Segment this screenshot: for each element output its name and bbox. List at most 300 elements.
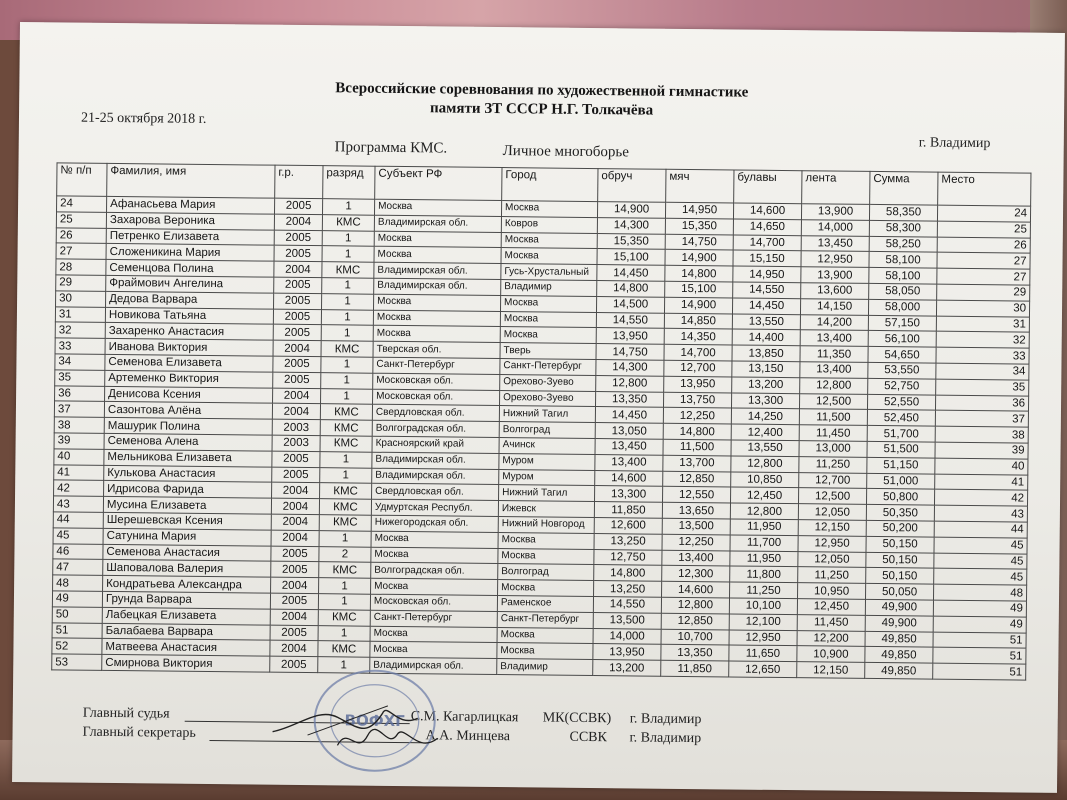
cell-region: Москва xyxy=(374,199,501,216)
cell-sum: 52,750 xyxy=(868,378,936,395)
cell-num: 38 xyxy=(54,417,104,433)
column-header-num: № п/п xyxy=(57,163,107,197)
cell-rank: 1 xyxy=(323,199,375,215)
cell-clubs: 10,850 xyxy=(731,472,799,489)
cell-clubs: 12,800 xyxy=(730,503,798,520)
chief-secretary-category: ССВК xyxy=(569,729,607,746)
cell-town: Москва xyxy=(500,311,596,328)
cell-hoop: 14,450 xyxy=(595,407,663,424)
cell-sum: 56,100 xyxy=(868,331,936,348)
cell-name: Лабецкая Елизавета xyxy=(102,607,270,625)
cell-clubs: 14,650 xyxy=(733,219,801,236)
competition-date: 21-25 октября 2018 г. xyxy=(80,110,207,127)
cell-ball: 12,550 xyxy=(663,487,731,504)
cell-ribbon: 13,900 xyxy=(801,204,869,221)
cell-num: 44 xyxy=(53,512,103,528)
cell-clubs: 13,200 xyxy=(732,377,800,394)
cell-ribbon: 11,350 xyxy=(800,346,868,363)
cell-ball: 14,800 xyxy=(663,423,731,440)
cell-name: Петренко Елизавета xyxy=(106,228,274,246)
cell-ribbon: 11,450 xyxy=(797,614,865,631)
cell-ball: 14,600 xyxy=(662,581,730,598)
cell-ribbon: 14,150 xyxy=(800,298,868,315)
cell-town: Ачинск xyxy=(499,437,595,454)
cell-num: 42 xyxy=(54,480,104,496)
cell-rank: 1 xyxy=(320,451,372,467)
cell-num: 34 xyxy=(55,354,105,370)
cell-clubs: 14,250 xyxy=(731,408,799,425)
cell-ball: 14,900 xyxy=(664,297,732,314)
cell-hoop: 13,950 xyxy=(593,644,661,661)
cell-clubs: 11,950 xyxy=(730,550,798,567)
cell-region: Санкт-Петербург xyxy=(373,357,500,374)
cell-ball: 14,800 xyxy=(665,265,733,282)
cell-town: Москва xyxy=(501,248,597,265)
chief-secretary-name: А.А. Минцева xyxy=(425,728,511,745)
cell-ball: 11,850 xyxy=(661,660,729,677)
cell-town: Орехово-Зуево xyxy=(500,374,596,391)
cell-town: Москва xyxy=(497,627,593,644)
cell-town: Санкт-Петербург xyxy=(497,611,593,628)
results-table xyxy=(51,162,1031,680)
cell-num: 45 xyxy=(53,528,103,544)
cell-ball: 12,250 xyxy=(663,408,731,425)
cell-ribbon: 11,500 xyxy=(799,409,867,426)
cell-region: Владимирская обл. xyxy=(374,215,501,232)
cell-town: Муром xyxy=(499,469,595,486)
cell-place: 42 xyxy=(934,489,1027,506)
cell-num: 43 xyxy=(53,496,103,512)
cell-name: Мельникова Елизавета xyxy=(104,449,272,467)
cell-sum: 58,000 xyxy=(868,299,936,316)
results-sheet xyxy=(12,22,1065,793)
cell-town: Нижний Новгород xyxy=(498,516,594,533)
cell-sum: 50,050 xyxy=(866,584,934,601)
cell-clubs: 12,800 xyxy=(731,456,799,473)
cell-sum: 58,050 xyxy=(869,283,937,300)
cell-place: 43 xyxy=(934,505,1027,522)
cell-place: 27 xyxy=(937,268,1030,285)
cell-ribbon: 12,150 xyxy=(797,662,865,679)
cell-hoop: 14,550 xyxy=(593,596,661,613)
cell-rank: 1 xyxy=(321,357,373,373)
cell-town: Ижевск xyxy=(498,501,594,518)
cell-hoop: 13,400 xyxy=(595,454,663,471)
cell-num: 48 xyxy=(53,575,103,591)
cell-place: 35 xyxy=(936,379,1029,396)
cell-sum: 58,250 xyxy=(869,236,937,253)
cell-hoop: 14,300 xyxy=(597,217,665,234)
cell-ribbon: 13,400 xyxy=(800,362,868,379)
cell-clubs: 12,100 xyxy=(729,614,797,631)
cell-num: 53 xyxy=(52,654,102,670)
cell-hoop: 14,000 xyxy=(593,628,661,645)
cell-hoop: 13,200 xyxy=(593,660,661,677)
cell-name: Фраймович Ангелина xyxy=(106,275,274,293)
cell-name: Кондратьева Александра xyxy=(103,576,271,594)
cell-ball: 13,950 xyxy=(664,376,732,393)
cell-rank: КМС xyxy=(322,262,374,278)
cell-hoop: 13,050 xyxy=(595,423,663,440)
cell-town: Москва xyxy=(501,201,597,218)
cell-ribbon: 12,150 xyxy=(798,520,866,537)
cell-sum: 49,850 xyxy=(865,662,933,679)
cell-region: Москва xyxy=(373,326,500,343)
cell-rank: КМС xyxy=(318,609,370,625)
cell-region: Московская обл. xyxy=(373,373,500,390)
cell-ball: 14,900 xyxy=(665,250,733,267)
cell-year: 2005 xyxy=(273,325,321,341)
cell-clubs: 11,250 xyxy=(730,582,798,599)
cell-year: 2005 xyxy=(270,625,318,641)
cell-ball: 14,350 xyxy=(664,329,732,346)
cell-name: Иванова Виктория xyxy=(105,339,273,357)
cell-place: 48 xyxy=(933,584,1026,601)
cell-region: Свердловская обл. xyxy=(372,405,499,422)
cell-ball: 15,100 xyxy=(665,281,733,298)
cell-region: Санкт-Петербург xyxy=(370,610,497,627)
cell-town: Нижний Тагил xyxy=(499,406,595,423)
cell-year: 2005 xyxy=(274,230,322,246)
column-header-year: г.р. xyxy=(275,165,323,199)
cell-clubs: 12,450 xyxy=(731,487,799,504)
cell-place: 49 xyxy=(933,600,1026,617)
cell-rank: КМС xyxy=(320,436,372,452)
cell-ball: 13,650 xyxy=(662,502,730,519)
cell-place: 39 xyxy=(935,442,1028,459)
cell-year: 2004 xyxy=(274,261,322,277)
cell-year: 2004 xyxy=(270,640,318,656)
cell-town: Ковров xyxy=(501,216,597,233)
cell-region: Москва xyxy=(374,231,501,248)
cell-rank: 1 xyxy=(321,388,373,404)
cell-ball: 12,850 xyxy=(663,471,731,488)
column-header-rank: разряд xyxy=(323,166,375,200)
event-label: Личное многоборье xyxy=(502,143,630,161)
cell-clubs: 13,150 xyxy=(732,361,800,378)
cell-num: 52 xyxy=(52,638,102,654)
column-header-ribbon: лента xyxy=(802,171,870,205)
cell-num: 25 xyxy=(56,212,106,228)
cell-num: 36 xyxy=(55,385,105,401)
cell-ball: 12,700 xyxy=(664,360,732,377)
cell-num: 51 xyxy=(52,622,102,638)
cell-name: Артеменко Виктория xyxy=(105,370,273,388)
cell-num: 31 xyxy=(55,306,105,322)
cell-place: 34 xyxy=(936,363,1029,380)
cell-sum: 49,850 xyxy=(865,631,933,648)
cell-name: Машурик Полина xyxy=(104,418,272,436)
cell-hoop: 14,300 xyxy=(596,360,664,377)
cell-ball: 12,800 xyxy=(661,597,729,614)
chief-judge-category: МК(ССВК) xyxy=(542,710,612,727)
cell-hoop: 15,350 xyxy=(597,233,665,250)
cell-town: Волгоград xyxy=(499,422,595,439)
cell-ribbon: 13,450 xyxy=(801,235,869,252)
cell-hoop: 13,250 xyxy=(594,581,662,598)
cell-rank: 1 xyxy=(321,372,373,388)
cell-num: 41 xyxy=(54,464,104,480)
cell-year: 2005 xyxy=(272,467,320,483)
cell-clubs: 14,450 xyxy=(732,298,800,315)
cell-sum: 50,200 xyxy=(866,520,934,537)
cell-clubs: 11,800 xyxy=(730,566,798,583)
cell-town: Орехово-Зуево xyxy=(500,390,596,407)
cell-rank: КМС xyxy=(319,515,371,531)
cell-region: Москва xyxy=(370,642,497,659)
cell-name: Идрисова Фарида xyxy=(104,481,272,499)
cell-ribbon: 11,450 xyxy=(799,425,867,442)
cell-name: Афанасьева Мария xyxy=(107,196,275,214)
cell-name: Матвеева Анастасия xyxy=(102,639,270,657)
cell-place: 41 xyxy=(935,474,1028,491)
cell-region: Москва xyxy=(371,547,498,564)
cell-town: Волгоград xyxy=(498,564,594,581)
cell-name: Семенова Алена xyxy=(104,433,272,451)
cell-clubs: 11,950 xyxy=(730,519,798,536)
cell-ribbon: 13,000 xyxy=(799,441,867,458)
cell-clubs: 11,700 xyxy=(730,535,798,552)
cell-hoop: 14,550 xyxy=(596,312,664,329)
cell-year: 2004 xyxy=(271,498,319,514)
cell-year: 2005 xyxy=(270,656,318,672)
cell-sum: 58,100 xyxy=(869,252,937,269)
cell-region: Волгоградская обл. xyxy=(371,563,498,580)
cell-ball: 13,500 xyxy=(662,518,730,535)
cell-year: 2004 xyxy=(273,340,321,356)
cell-rank: 1 xyxy=(322,230,374,246)
chief-secretary-signature xyxy=(332,715,442,761)
cell-hoop: 14,600 xyxy=(595,470,663,487)
cell-rank: КМС xyxy=(318,641,370,657)
chief-secretary-city: г. Владимир xyxy=(629,730,702,747)
cell-ribbon: 10,950 xyxy=(798,583,866,600)
cell-year: 2004 xyxy=(271,577,319,593)
cell-name: Сложеникина Мария xyxy=(106,244,274,262)
cell-year: 2004 xyxy=(274,214,322,230)
cell-place: 31 xyxy=(936,316,1029,333)
cell-ribbon: 12,950 xyxy=(801,251,869,268)
cell-region: Москва xyxy=(374,294,501,311)
cell-rank: КМС xyxy=(321,341,373,357)
cell-ball: 15,350 xyxy=(665,218,733,235)
cell-num: 49 xyxy=(52,591,102,607)
cell-ribbon: 13,600 xyxy=(801,283,869,300)
cell-name: Шерешевская Ксения xyxy=(103,512,271,530)
cell-year: 2004 xyxy=(271,530,319,546)
cell-year: 2005 xyxy=(271,546,319,562)
cell-sum: 51,000 xyxy=(867,473,935,490)
cell-rank: 1 xyxy=(319,530,371,546)
cell-num: 26 xyxy=(56,227,106,243)
cell-ribbon: 12,050 xyxy=(798,551,866,568)
cell-ball: 10,700 xyxy=(661,629,729,646)
cell-town: Москва xyxy=(500,327,596,344)
cell-ribbon: 12,800 xyxy=(800,377,868,394)
cell-year: 2004 xyxy=(270,609,318,625)
cell-num: 33 xyxy=(55,338,105,354)
cell-clubs: 15,150 xyxy=(733,250,801,267)
cell-place: 33 xyxy=(936,347,1029,364)
cell-sum: 54,650 xyxy=(868,347,936,364)
cell-year: 2005 xyxy=(273,309,321,325)
cell-year: 2005 xyxy=(273,356,321,372)
cell-hoop: 14,750 xyxy=(596,344,664,361)
cell-year: 2005 xyxy=(272,451,320,467)
results-table-body xyxy=(52,196,1031,680)
cell-rank: 1 xyxy=(319,578,371,594)
cell-year: 2005 xyxy=(274,246,322,262)
cell-rank: КМС xyxy=(322,214,374,230)
cell-place: 51 xyxy=(933,647,1026,664)
cell-sum: 58,300 xyxy=(869,220,937,237)
cell-hoop: 12,600 xyxy=(594,517,662,534)
cell-ribbon: 12,450 xyxy=(797,599,865,616)
cell-year: 2005 xyxy=(274,293,322,309)
cell-place: 30 xyxy=(936,300,1029,317)
cell-clubs: 11,650 xyxy=(729,645,797,662)
cell-ball: 14,750 xyxy=(665,234,733,251)
cell-clubs: 14,550 xyxy=(733,282,801,299)
cell-rank: 1 xyxy=(322,293,374,309)
column-header-region: Субъект РФ xyxy=(375,166,502,200)
cell-hoop: 11,850 xyxy=(594,502,662,519)
cell-town: Москва xyxy=(500,295,596,312)
cell-rank: КМС xyxy=(320,420,372,436)
cell-town: Москва xyxy=(501,232,597,249)
cell-hoop: 13,250 xyxy=(594,533,662,550)
cell-rank: 1 xyxy=(322,278,374,294)
cell-town: Владимир xyxy=(497,659,593,676)
cell-clubs: 14,950 xyxy=(733,266,801,283)
cell-rank: 1 xyxy=(320,467,372,483)
cell-name: Смирнова Виктория xyxy=(102,655,270,673)
cell-rank: 2 xyxy=(319,546,371,562)
cell-ribbon: 14,200 xyxy=(800,314,868,331)
cell-sum: 50,150 xyxy=(866,552,934,569)
cell-region: Красноярский край xyxy=(372,436,499,453)
cell-place: 37 xyxy=(935,410,1028,427)
cell-place: 45 xyxy=(934,537,1027,554)
cell-place: 49 xyxy=(933,616,1026,633)
cell-hoop: 13,300 xyxy=(595,486,663,503)
cell-region: Москва xyxy=(371,578,498,595)
cell-num: 27 xyxy=(56,243,106,259)
cell-ball: 12,250 xyxy=(662,534,730,551)
cell-num: 46 xyxy=(53,543,103,559)
cell-year: 2005 xyxy=(273,372,321,388)
cell-ball: 14,850 xyxy=(664,313,732,330)
cell-name: Балабаева Варвара xyxy=(102,623,270,641)
column-header-sum: Сумма xyxy=(870,171,938,205)
cell-rank: 1 xyxy=(318,594,370,610)
cell-name: Семенова Анастасия xyxy=(103,544,271,562)
cell-clubs: 14,600 xyxy=(733,203,801,220)
cell-place: 25 xyxy=(937,221,1030,238)
cell-region: Владимирская обл. xyxy=(374,262,501,279)
column-header-clubs: булавы xyxy=(734,170,802,204)
cell-sum: 52,450 xyxy=(867,410,935,427)
cell-region: Нижегородская обл. xyxy=(371,515,498,532)
cell-num: 40 xyxy=(54,449,104,465)
cell-num: 35 xyxy=(55,370,105,386)
cell-town: Москва xyxy=(498,548,594,565)
cell-town: Гусь-Хрустальный xyxy=(501,264,597,281)
cell-sum: 58,350 xyxy=(869,204,937,221)
cell-place: 27 xyxy=(937,253,1030,270)
cell-ball: 13,700 xyxy=(663,455,731,472)
cell-year: 2004 xyxy=(272,483,320,499)
cell-name: Шаповалова Валерия xyxy=(103,560,271,578)
cell-num: 39 xyxy=(54,433,104,449)
cell-year: 2003 xyxy=(272,419,320,435)
cell-num: 29 xyxy=(56,275,106,291)
cell-town: Москва xyxy=(498,580,594,597)
cell-rank: 1 xyxy=(321,309,373,325)
competition-city: г. Владимир xyxy=(918,135,991,152)
cell-ribbon: 14,000 xyxy=(801,219,869,236)
cell-ball: 13,400 xyxy=(662,550,730,567)
cell-ribbon: 13,900 xyxy=(801,267,869,284)
cell-hoop: 14,800 xyxy=(597,281,665,298)
cell-place: 29 xyxy=(937,284,1030,301)
cell-hoop: 15,100 xyxy=(597,249,665,266)
cell-year: 2005 xyxy=(271,561,319,577)
cell-town: Владимир xyxy=(501,280,597,297)
cell-rank: КМС xyxy=(320,483,372,499)
cell-num: 24 xyxy=(57,196,107,212)
cell-hoop: 14,500 xyxy=(596,296,664,313)
cell-hoop: 12,750 xyxy=(594,549,662,566)
cell-place: 24 xyxy=(937,205,1030,222)
cell-region: Владимирская обл. xyxy=(370,657,497,674)
cell-year: 2005 xyxy=(275,198,323,214)
cell-ribbon: 10,900 xyxy=(797,646,865,663)
cell-ribbon: 11,250 xyxy=(799,456,867,473)
cell-ribbon: 12,700 xyxy=(799,472,867,489)
cell-hoop: 13,450 xyxy=(595,438,663,455)
cell-region: Москва xyxy=(373,310,500,327)
cell-name: Кулькова Анастасия xyxy=(104,465,272,483)
cell-ribbon: 12,200 xyxy=(797,630,865,647)
chief-judge-name: С.М. Кагарлицкая xyxy=(410,709,519,726)
chief-judge-label: Главный судья xyxy=(82,705,170,722)
cell-year: 2004 xyxy=(273,388,321,404)
cell-town: Москва xyxy=(497,643,593,660)
cell-hoop: 13,950 xyxy=(596,328,664,345)
cell-hoop: 14,450 xyxy=(597,265,665,282)
cell-place: 40 xyxy=(935,458,1028,475)
cell-name: Грунда Варвара xyxy=(102,591,270,609)
cell-clubs: 14,400 xyxy=(732,329,800,346)
cell-sum: 50,150 xyxy=(866,568,934,585)
cell-rank: КМС xyxy=(320,404,372,420)
cell-region: Московская обл. xyxy=(373,389,500,406)
cell-ribbon: 12,050 xyxy=(798,504,866,521)
cell-sum: 51,500 xyxy=(867,441,935,458)
cell-sum: 49,850 xyxy=(865,647,933,664)
cell-rank: КМС xyxy=(319,499,371,515)
cell-rank: 1 xyxy=(321,325,373,341)
cell-num: 30 xyxy=(56,291,106,307)
cell-name: Мусина Елизавета xyxy=(103,497,271,515)
cell-num: 28 xyxy=(56,259,106,275)
cell-sum: 50,800 xyxy=(866,489,934,506)
cell-town: Тверь xyxy=(500,343,596,360)
cell-clubs: 12,650 xyxy=(729,661,797,678)
cell-region: Владимирская обл. xyxy=(372,468,499,485)
cell-sum: 50,350 xyxy=(866,505,934,522)
